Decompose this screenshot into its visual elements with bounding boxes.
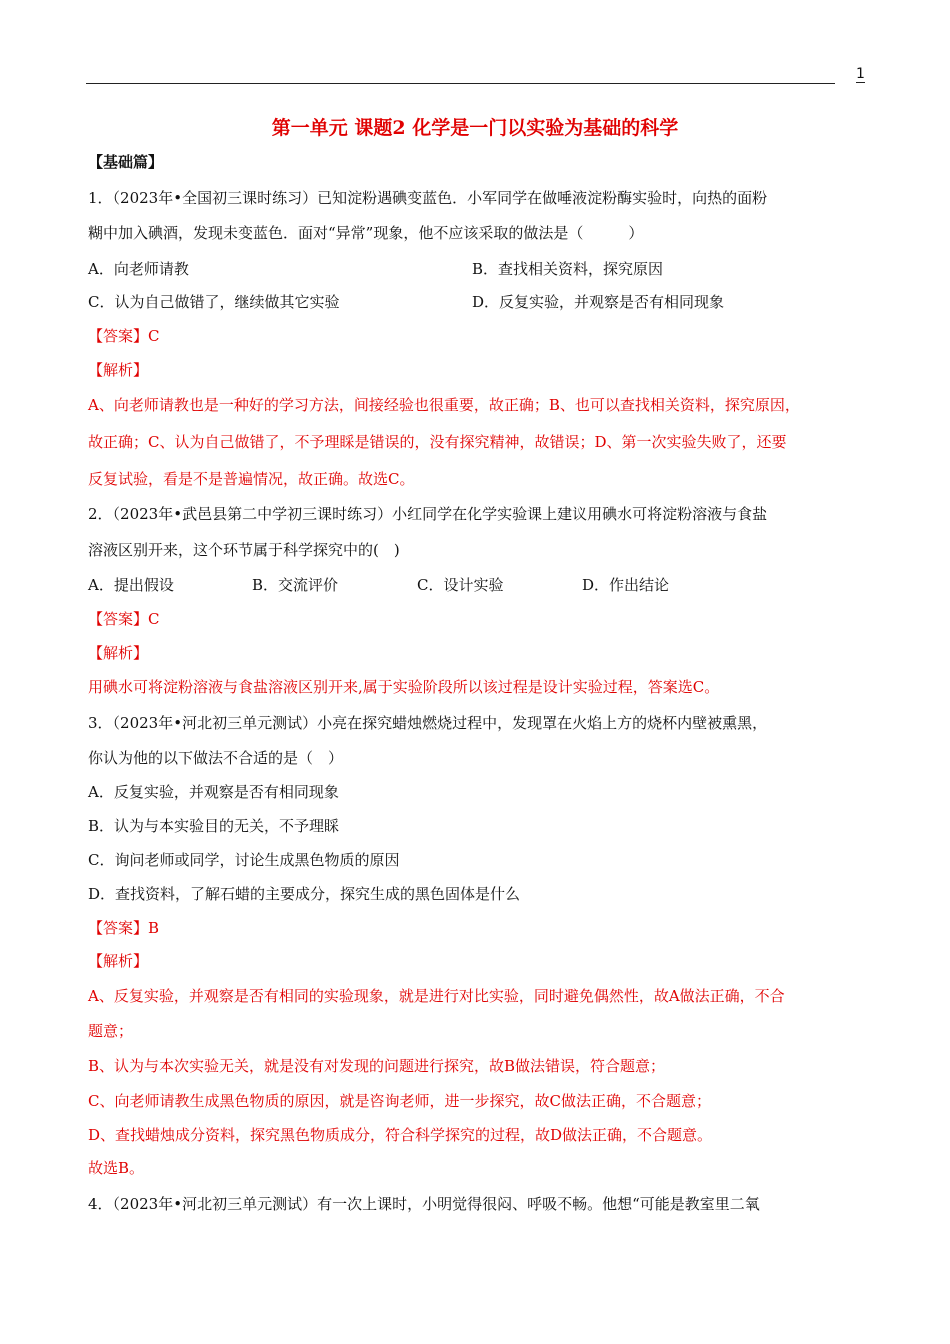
q3-analysis-line1: A、反复实验，并观察是否有相同的实验现象，就是进行对比实验，同时避免偶然性，故A做法正确，不合 xyxy=(88,987,785,1005)
q3-stem-line2: 你认为他的以下做法不合适的是（ ） xyxy=(88,749,344,767)
q3-answer-value: B xyxy=(148,919,160,937)
q1-option-b: B．查找相关资料，探究原因 xyxy=(472,260,664,278)
q1-option-d: D．反复实验，并观察是否有相同现象 xyxy=(472,293,725,311)
document-title: 第一单元 课题2 化学是一门以实验为基础的科学 xyxy=(271,117,679,139)
section-heading: 【基础篇】 xyxy=(88,153,164,171)
answer-label: 【答案】 xyxy=(88,610,149,628)
q3-analysis-line5: D、查找蜡烛成分资料，探究黑色物质成分，符合科学探究的过程，故D做法正确，不合题意。 xyxy=(88,1126,713,1144)
q1-stem-line2: 糊中加入碘酒，发现未变蓝色．面对“异常”现象，他不应该采取的做法是（ ） xyxy=(88,224,644,242)
header-rule xyxy=(86,83,835,84)
q1-stem-line1: 1．（2023年•全国初三课时练习）已知淀粉遇碘变蓝色．小军同学在做唾液淀粉酶实验时，向热的面粉 xyxy=(88,189,768,207)
q1-analysis-line2: 故正确；C、认为自己做错了，不予理睬是错误的，没有探究精神，故错误；D、第一次实验失败了，还要 xyxy=(88,433,787,451)
q3-option-b: B．认为与本实验目的无关，不予理睬 xyxy=(88,817,340,835)
answer-label: 【答案】 xyxy=(88,919,149,937)
q2-answer xyxy=(88,609,160,629)
q2-stem-line1: 2．（2023年•武邑县第二中学初三课时练习）小红同学在化学实验课上建议用碘水可将淀粉溶液与食盐 xyxy=(88,505,768,523)
q2-stem-line2: 溶液区别开来，这个环节属于科学探究中的( ) xyxy=(88,541,400,559)
q1-analysis-line1: A、向老师请教也是一种好的学习方法，间接经验也很重要，故正确；B、也可以查找相关资料，探究原因， xyxy=(88,396,800,414)
q3-analysis-line2: 题意； xyxy=(88,1022,134,1040)
q2-option-c: C．设计实验 xyxy=(417,576,504,594)
q3-analysis-line4: C、向老师请教生成黑色物质的原因，就是咨询老师，进一步探究，故C做法正确，不合题意； xyxy=(88,1092,711,1110)
q3-conclusion: 故选B。 xyxy=(88,1159,145,1177)
q2-option-b: B．交流评价 xyxy=(252,576,339,594)
q3-analysis-label: 【解析】 xyxy=(88,952,149,970)
q1-option-c: C．认为自己做错了，继续做其它实验 xyxy=(88,293,340,311)
q1-option-a: A．向老师请教 xyxy=(88,260,189,278)
q2-option-d: D．作出结论 xyxy=(582,576,670,594)
q3-stem-line1: 3．（2023年•河北初三单元测试）小亮在探究蜡烛燃烧过程中，发现罩在火焰上方的烧杯内壁被熏黑， xyxy=(88,714,768,732)
q2-option-a: A．提出假设 xyxy=(88,576,174,594)
q2-answer-value: C xyxy=(148,610,160,628)
q3-option-a: A．反复实验，并观察是否有相同现象 xyxy=(88,783,339,801)
q4-stem-line1: 4．（2023年•河北初三单元测试）有一次上课时，小明觉得很闷、呼吸不畅。他想“可能是教室里二氧 xyxy=(88,1195,760,1213)
page-number: 1 xyxy=(856,66,865,82)
q3-analysis-line3: B、认为与本次实验无关，就是没有对发现的问题进行探究，故B做法错误，符合题意； xyxy=(88,1057,666,1075)
q1-analysis-label: 【解析】 xyxy=(88,361,149,379)
q1-answer-value: C xyxy=(148,327,160,345)
q1-answer xyxy=(88,326,160,346)
q3-option-d: D．查找资料，了解石蜡的主要成分，探究生成的黑色固体是什么 xyxy=(88,885,521,903)
q3-answer xyxy=(88,918,159,938)
q1-analysis-line3: 反复试验，看是不是普遍情况，故正确。故选C。 xyxy=(88,470,415,488)
q2-analysis-line1: 用碘水可将淀粉溶液与食盐溶液区别开来,属于实验阶段所以该过程是设计实验过程，答案选C。 xyxy=(88,678,720,696)
q3-option-c: C．询问老师或同学，讨论生成黑色物质的原因 xyxy=(88,851,400,869)
answer-label: 【答案】 xyxy=(88,327,149,345)
q2-analysis-label: 【解析】 xyxy=(88,644,149,662)
